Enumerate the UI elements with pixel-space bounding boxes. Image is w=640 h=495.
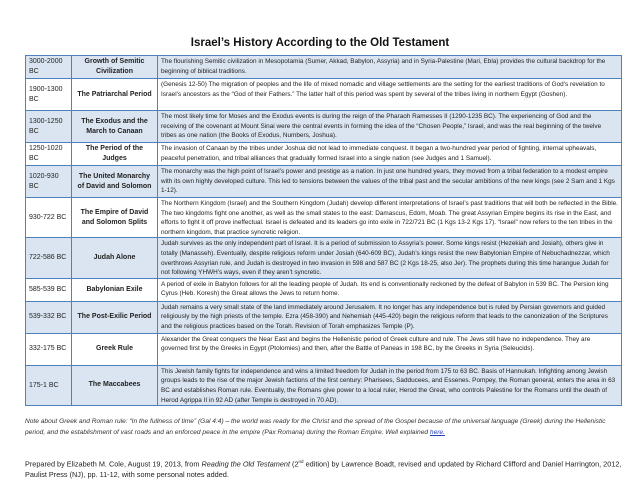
prepared-text: Prepared by Elizabeth M. Cole, August 19, 2013, from	[25, 459, 202, 469]
history-table	[25, 55, 622, 406]
book-title: Reading the Old Testament	[201, 459, 291, 469]
period-description: (Genesis 12-50) The migration of peoples and the life of mixed nomadic and village settlements are the setting for the earliest traditions of God’s revelation to Israel’s ancestors as the “God of their Fathers.” The latter half of this period was spent by several of the tribes living in northern Egypt (Goshen).	[158, 79, 622, 111]
table-row	[26, 301, 622, 333]
period-description: The most likely time for Moses and the Exodus events is during the reign of the Pharaoh Ramesses II (1290-1235 BC). The experiencing of God and the receiving of the covenant at Mount Sinai were the central events in forming the idea of the “Chosen People,” Israel, and was the real beginning of the twelve tribes as one nation (the Books of Exodus, Numbers, Joshua).	[158, 111, 622, 143]
period-description: Judah remains a very small state of the land immediately around Jerusalem. It no longer has any independence but is ruled by Persian governors and guided religiously by the high priests of the temple. Ezra (458-390) and Nehemiah (445-420) begin the religious reform that leads to the canonization of the Scriptures and the religious practices based on the Torah. Revision of Torah emphasizes Temple (P).	[158, 301, 622, 333]
table-row	[26, 111, 622, 143]
period-description: Alexander the Great conquers the Near East and begins the Hellenistic period of Greek culture and rule. The Jews still have no independence. They are governed first by the Greeks in Egypt (Ptolomies) and then, after the Battle of Paneas in 198 BC, by the Greeks in Syria (Seleucids).	[158, 333, 622, 365]
table-row	[26, 56, 622, 79]
period-name: Babylonian Exile	[72, 278, 158, 301]
period-description: The invasion of Canaan by the tribes under Joshua did not lead to immediate conquest. It began a two-hundred year period of fighting, internal upheavals, peaceful penetration, and tribal alliances that gradually formed Israel into a single nation (see Judges and 1 Samuel).	[158, 143, 622, 166]
period-description: Judah survives as the only independent part of Israel. It is a period of submission to Assyria’s power. Some kings resist (Hezekiah and Josiah), others give in totally (Manasseh). Eventually, despite religious reform under Josiah (640-609 BC), Judah’s kings resist the new Babylonian Empire of Nebuchadnezzar, which overthrows Assyrian rule, and Judah is destroyed in two invasion in 598 and 587 BC (2 Kgs 18-25, also Jer). The prophets during this time harangue Judah for not following YHWH’s ways, even if they aren’t syncretic.	[158, 238, 622, 278]
period-date: 722-586 BC	[26, 238, 72, 278]
table-row	[26, 143, 622, 166]
period-date: 539-332 BC	[26, 301, 72, 333]
note-text: Note about Greek and Roman rule: “In the fullness of time” (Gal 4:4) – the world was ready for the Christ and the spread of the Gospel because of the universal language (Greek) during the Hellenistic period, and the establishment of vast roads and an enforced peace in the empire (Pax Romana) during the Roman Empire. Well explained	[25, 418, 606, 436]
prepared-rest: edition) by Lawrence Boadt, revised and updated by Richard Clifford and Daniel Harrington, 2012, Paulist Press (NJ), pp. 11-12, with some personal notes added.	[25, 459, 622, 480]
table-row	[26, 238, 622, 278]
period-date: 585-539 BC	[26, 278, 72, 301]
period-date: 930-722 BC	[26, 198, 72, 238]
table-row	[26, 365, 622, 405]
period-name: Growth of Semitic Civilization	[72, 56, 158, 79]
here-link[interactable]: here.	[429, 429, 445, 436]
table-row	[26, 79, 622, 111]
prepared-by	[25, 456, 625, 480]
period-date: 3000-2000 BC	[26, 56, 72, 79]
period-name: The Exodus and the March to Canaan	[72, 111, 158, 143]
period-name: The Empire of David and Solomon Splits	[72, 198, 158, 238]
period-description: The monarchy was the high point of Israel’s power and prestige as a nation. In just one hundred years, they moved from a tribal federation to a modest empire with its own highly developed culture. This led to tensions between the values of the tribal past and the secular ambitions of the new kings (see 2 Sam and 1 Kgs 1-12).	[158, 166, 622, 198]
period-date: 1020-930 BC	[26, 166, 72, 198]
period-name: The Period of the Judges	[72, 143, 158, 166]
table-row	[26, 198, 622, 238]
period-date: 175-1 BC	[26, 365, 72, 405]
period-name: Judah Alone	[72, 238, 158, 278]
period-description: The flourishing Semitic civilization in Mesopotamia (Sumer, Akkad, Babylon, Assyria) and in Syria-Palestine (Mari, Ebla) provides the cultural backdrop for the beginning of biblical traditions.	[158, 56, 622, 79]
period-name: The Post-Exilic Period	[72, 301, 158, 333]
period-name: The United Monarchy of David and Solomon	[72, 166, 158, 198]
note-paragraph	[25, 416, 625, 438]
table-row	[26, 278, 622, 301]
period-description: The Northern Kingdom (Israel) and the Southern Kingdom (Judah) develop different interpretations of Israel’s past traditions that will both be reflected in the Bible. The two kingdoms fight one another, as well as the small states to the east: Damascus, Edom, Moab. The great Assyrian Empire begins its rise in the East, and efforts to fight it off prove ineffectual. Israel is defeated and its leaders go into exile in 722/721 BC (1 Kgs 13-2 Kgs 17). “Israel” now refers to the ten tribes in the northern kingdom, that practice syncretic religion.	[158, 198, 622, 238]
period-name: The Maccabees	[72, 365, 158, 405]
period-date: 1300-1250 BC	[26, 111, 72, 143]
period-description: This Jewish family fights for independence and wins a limited freedom for Judah in the period from 175 to 63 BC. Basis of Hannukah. Infighting among Jewish groups leads to the rise of the major Jewish factions of the first century: Pharisees, Sadducees, and Essenes. Pompey, the Roman general, enters the area in 63 BC and establishes Roman rule. Eventually, the Romans give power to a local ruler, Herod the Great, who controls Palestine for the Romans until the death of Herod Agrippa II in 92 AD (after Temple is destroyed in 70 AD).	[158, 365, 622, 405]
period-name: Greek Rule	[72, 333, 158, 365]
period-description: A period of exile in Babylon follows for all the leading people of Judah. Its end is conventionally reckoned by the defeat of Babylon in 539 BC. The Persion king Cyrus (Heb. Koresh) the Great allows the Jews to return home.	[158, 278, 622, 301]
period-date: 1900-1300 BC	[26, 79, 72, 111]
period-date: 332-175 BC	[26, 333, 72, 365]
edition-sup: nd	[298, 459, 304, 464]
table-row	[26, 333, 622, 365]
page-title: Israel’s History According to the Old Testament	[190, 37, 450, 49]
table-row	[26, 166, 622, 198]
period-date: 1250-1020 BC	[26, 143, 72, 166]
period-name: The Patriarchal Period	[72, 79, 158, 111]
edition-text: (2	[290, 459, 299, 469]
